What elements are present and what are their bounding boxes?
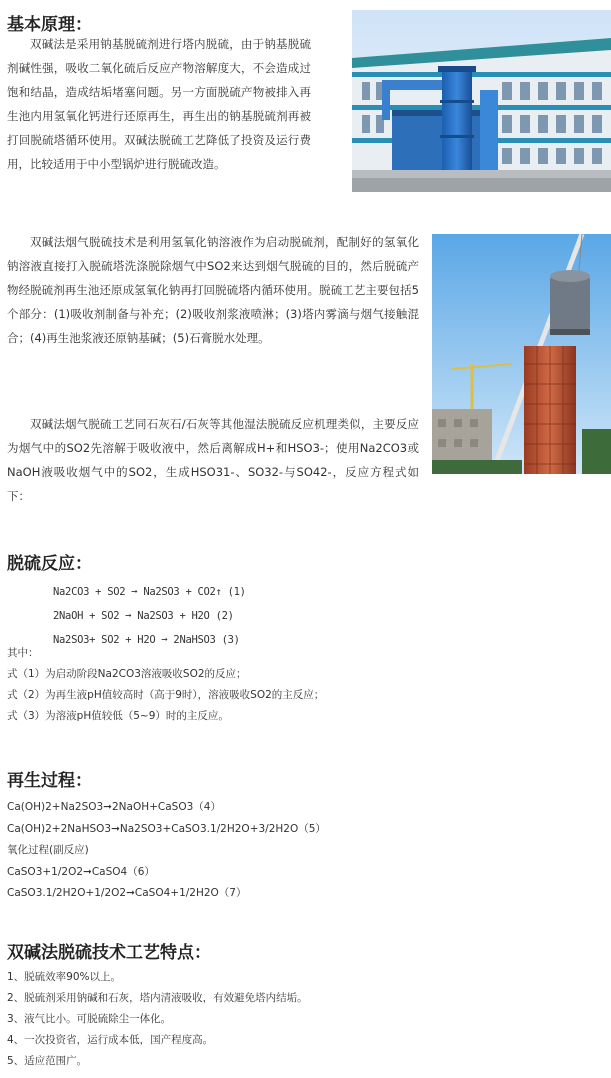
regeneration-equation-5: Ca(OH)2+2NaHSO3➞Na2SO3+CaSO3.1/2H2O+3/2H2O（5） [7, 822, 326, 835]
equation-3: Na2SO3+ SO2 + H2O ➞ 2NaHSO3 (3) [53, 634, 240, 646]
feature-item: 1、脱硫效率90%以上。 [7, 971, 122, 983]
note-equation-1: 式（1）为启动阶段Na2CO3溶液吸收SO2的反应； [7, 668, 247, 680]
principle-paragraph-2: 双碱法烟气脱硫技术是利用氢氧化钠溶液作为启动脱硫剂，配制好的氢氧化钠溶液直接打入脱硫塔洗涤脱除烟气中SO2来达到烟气脱硫的目的，然后脱硫产物经脱硫剂再生池还原成氢氧化钠再打回脱硫塔内循环使用。脱硫工艺主要包括5个部分：(1)吸收剂制备与补充；(2)吸收剂浆液喷淋；(3)塔内雾滴与烟气接触混合；(4)再生池浆液还原钠基碱；(5)石膏脱水处理。 [7, 235, 419, 345]
section-title-features: 双碱法脱硫技术工艺特点： [7, 943, 211, 963]
notes-intro: 其中： [7, 647, 39, 659]
features-list [7, 967, 308, 1072]
regeneration-equation-4: Ca(OH)2+Na2SO3➞2NaOH+CaSO3（4） [7, 801, 221, 813]
feature-item: 4、一次投资省，运行成本低，国产程度高。 [7, 1034, 214, 1046]
note-equation-3: 式（3）为溶液pH值较低（5~9）时的主反应。 [7, 710, 229, 722]
section-title-reactions: 脱硫反应： [7, 554, 92, 574]
feature-item: 2、脱硫剂采用钠碱和石灰，塔内清液吸收，有效避免塔内结垢。 [7, 992, 308, 1004]
desulfurization-plant-photo [352, 10, 611, 192]
reaction-notes [7, 643, 324, 727]
principle-paragraph-3: 双碱法烟气脱硫工艺同石灰石/石灰等其他湿法脱硫反应机理类似，主要反应为烟气中的SO2先溶解于吸收液中，然后离解成H+和HSO3-；使用Na2CO3或NaOH液吸收烟气中的SO2，生成HSO31-、SO32-与SO42-，反应方程式如下： [7, 417, 419, 503]
oxidation-equation-7: CaSO3.1/2H2O+1/2O2➞CaSO4+1/2H2O（7） [7, 887, 247, 899]
feature-item: 5、适应范围广。 [7, 1055, 88, 1067]
equation-1: Na2CO3 + SO2 ➞ Na2SO3 + CO2↑ (1) [53, 586, 246, 598]
tower-installation-photo [432, 234, 611, 474]
section-title-principle: 基本原理： [7, 15, 92, 35]
oxidation-equation-6: CaSO3+1/2O2➞CaSO4（6） [7, 865, 155, 878]
note-equation-2: 式（2）为再生液pH值较高时（高于9时），溶液吸收SO2的主反应； [7, 689, 325, 701]
section-title-regeneration: 再生过程： [7, 771, 92, 791]
reaction-equations [53, 580, 246, 652]
principle-paragraph-1: 双碱法是采用钠基脱硫剂进行塔内脱硫，由于钠基脱硫剂碱性强，吸收二氧化硫后反应产物溶解度大，不会造成过饱和结晶，造成结垢堵塞问题。另一方面脱硫产物被排入再生池内用氢氧化钙进行还原再生，再生出的钠基脱硫剂再被打回脱硫塔循环使用。双碱法脱硫工艺降低了投资及运行费用，比较适用于中小型锅炉进行脱硫改造。 [7, 37, 311, 171]
feature-item: 3、液气比小。可脱硫除尘一体化。 [7, 1013, 172, 1025]
oxidation-heading: 氧化过程(副反应) [7, 844, 89, 856]
equation-2: 2NaOH + SO2 ➞ Na2SO3 + H2O (2) [53, 610, 234, 622]
regeneration-lines [7, 797, 326, 905]
